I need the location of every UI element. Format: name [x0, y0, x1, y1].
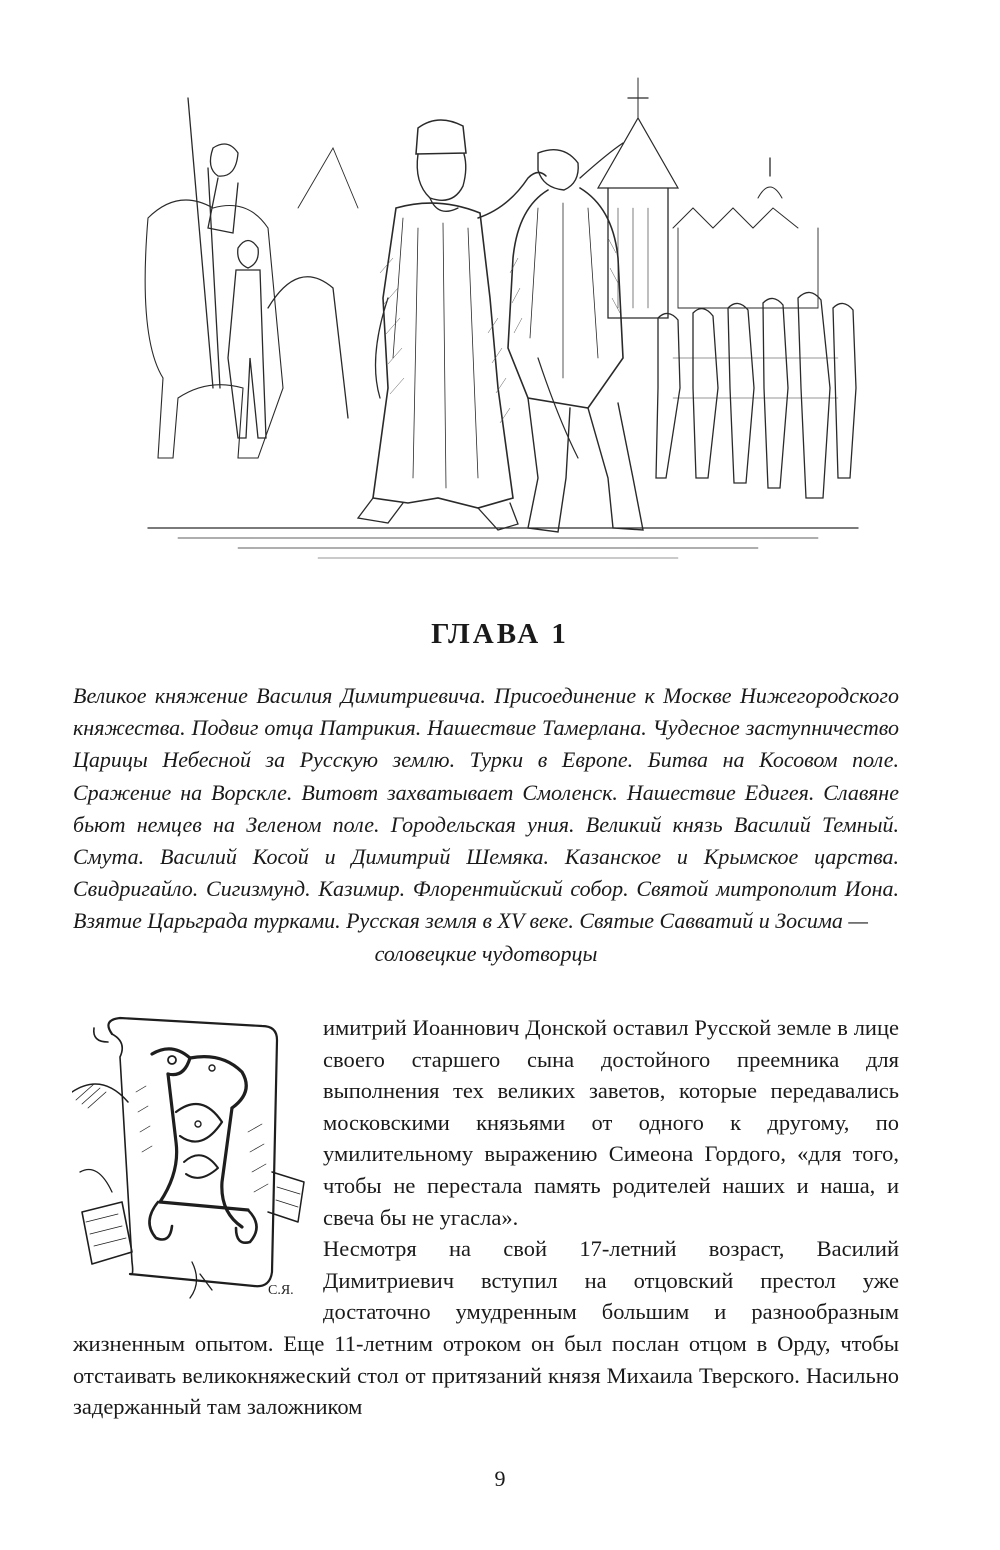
page-number: 9 — [494, 1466, 506, 1491]
chapter-synopsis — [73, 680, 899, 970]
synopsis-text: Великое княжение Василия Димитриевича. Присоединение к Москве Нижегородского княжества. Подвиг отца Патрикия. Нашествие Тамерлана. Чудесное заступничество Царицы Небесной за Русскую землю. Турки в Европе. Битва на Косовом поле. Сражение на Ворскле. Витовт захватывает Смоленск. Нашествие Едигея. Славяне бьют немцев на Зеленом поле. Городельская уния. Великий князь Василий Темный. Смута. Василий Косой и Димитрий Шемяка. Казанское и Крымское царства. Свидригайло. Сигизмунд. Казимир. Флорентийский собор. Святой митрополит Иона. Взятие Царьграда турками. Русская земля в XV веке. Святые Савватий и Зосима — — [73, 683, 899, 934]
engraving-two-men-embracing-icon — [118, 58, 878, 578]
initial-signature: С.Я. — [268, 1283, 294, 1298]
paragraph-2-text: Несмотря на свой 17-летний возраст, Василий Димитриевич вступил на отцовский престол уже достаточно умудренным большим и разнообразным жизненным опытом. Еще 11-летним отроком он был послан отцом в Орду, чтобы отстаивать великокняжеский стол от притязаний князя Михаила Тверского. Насильно задержанный там заложником — [73, 1236, 899, 1420]
synopsis-last-line: соловецкие чудотворцы — [374, 940, 598, 966]
chapter-illustration — [118, 58, 878, 578]
body-text — [73, 1012, 899, 1423]
chapter-title: ГЛАВА 1 — [431, 618, 569, 650]
paragraph-1-text: имитрий Иоаннович Донской оставил Русской земле в лице своего старшего сына достойного преемника для выполнения тех великих заветов, которые передавались московскими князьями от одного к другому, по умилительному выражению Симеона Гордого, «для того, чтобы не перестала память родителей наших и наша, и свеча бы не угасла». — [323, 1015, 899, 1230]
initial-spacer — [73, 1012, 323, 1324]
